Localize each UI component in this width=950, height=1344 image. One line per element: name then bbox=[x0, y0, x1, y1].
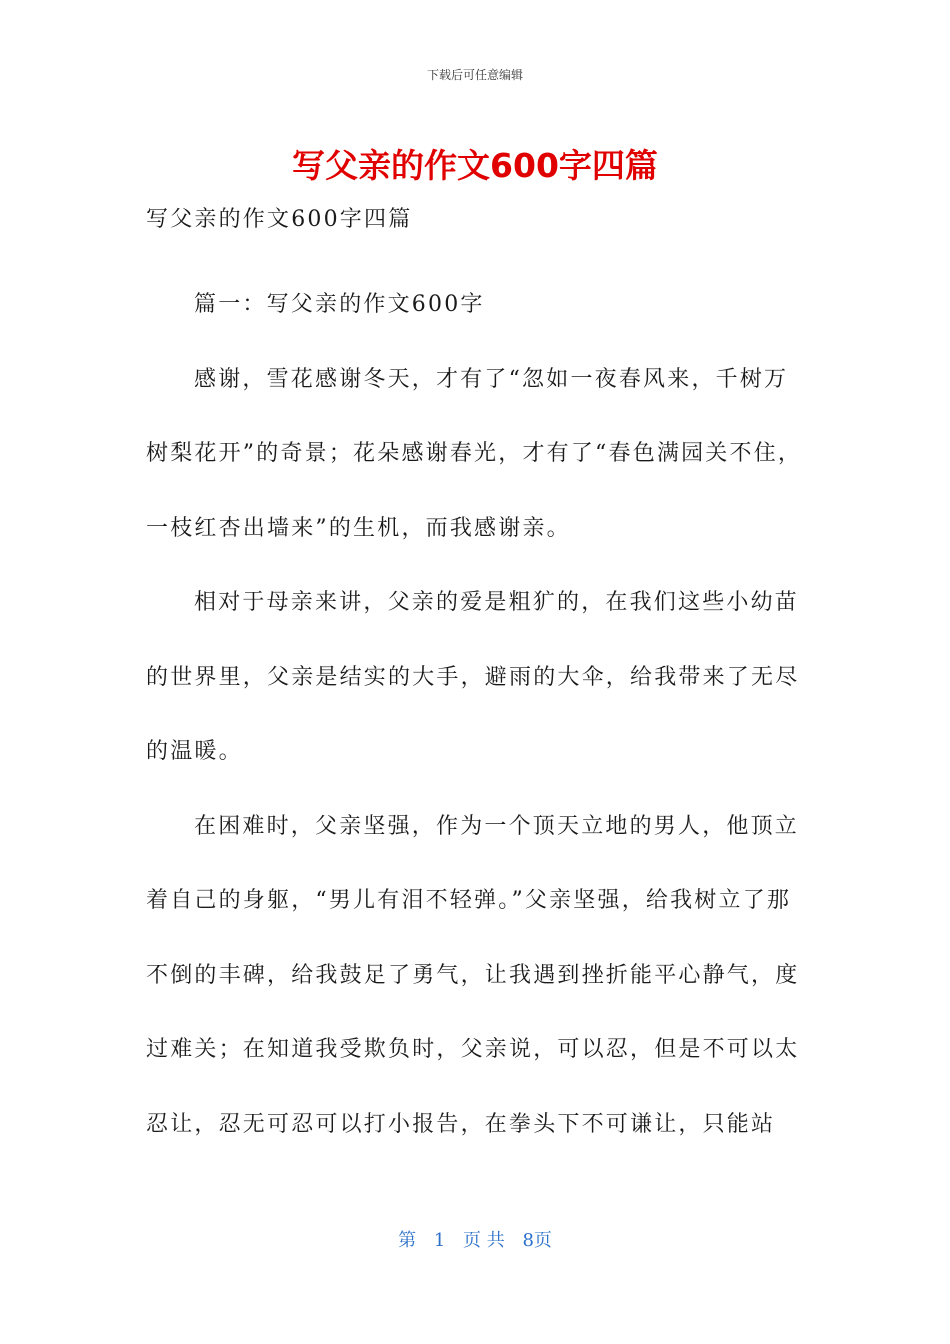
page-footer bbox=[0, 1226, 950, 1252]
paragraph-1: 感谢，雪花感谢冬天，才有了“忽如一夜春风来，千树万树梨花开”的奇景；花朵感谢春光，才有了“春色满园关不住，一枝红杏出墙来”的生机，而我感谢亲。 bbox=[146, 366, 803, 541]
footer-of-label: 页 共 bbox=[463, 1230, 505, 1251]
document-body bbox=[146, 194, 810, 1162]
footer-current-page: 1 bbox=[433, 1230, 446, 1251]
document-title: 写父亲的作文600字四篇 bbox=[292, 146, 658, 185]
footer-page-label: 第 bbox=[398, 1230, 417, 1251]
section-heading: 篇一：写父亲的作文600字 bbox=[194, 292, 485, 317]
footer-total-pages: 8页 bbox=[522, 1230, 552, 1251]
header-note: 下载后可任意编辑 bbox=[426, 68, 523, 82]
paragraph-2: 相对于母亲来讲，父亲的爱是粗犷的，在我们这些小幼苗的世界里，父亲是结实的大手，避雨的大伞，给我带来了无尽的温暖。 bbox=[146, 590, 800, 764]
paragraph-3: 在困难时，父亲坚强，作为一个顶天立地的男人，他顶立着自己的身躯，“男儿有泪不轻弹。”父亲坚强，给我树立了那不倒的丰碑，给我鼓足了勇气，让我遇到挫折能平心静气，度过难关；在知道我受欺负时，父亲说，可以忍，但是不可以太忍让，忍无可忍可以打小报告，在拳头下不可谦让，只能站 bbox=[146, 813, 800, 1137]
subtitle-line: 写父亲的作文600字四篇 bbox=[146, 207, 413, 232]
